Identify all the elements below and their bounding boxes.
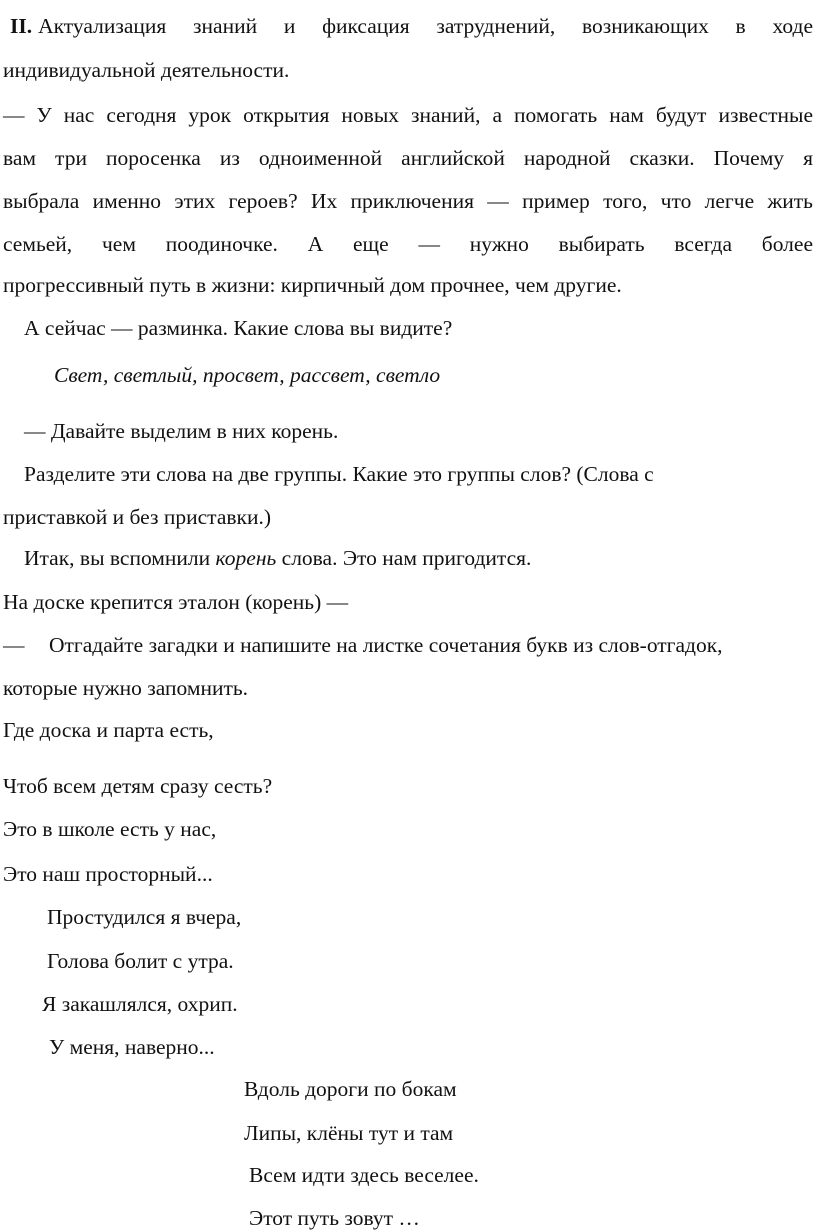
intro-line4: семьей, чем поодиночке. А еще — нужно выбирать всегда более [3,232,813,256]
root-task: — Давайте выделим в них корень. [24,419,339,443]
warmup-question: А сейчас — разминка. Какие слова вы видите? [24,316,453,340]
riddle-task-line2: которые нужно запомнить. [3,676,249,700]
section-title-line1: Актуализация знаний и фиксация затруднений, возникающих в ходе [38,14,813,38]
intro-line3: выбрала именно этих героев? Их приключения — пример того, что легче жить [3,189,813,213]
section-heading-row [10,13,813,39]
riddle-task-line1: Отгадайте загадки и напишите на листке сочетания букв из слов-отгадок, [49,633,723,657]
riddle3-line1: Вдоль дороги по бокам [244,1077,457,1101]
riddle3-line2: Липы, клёны тут и там [244,1121,454,1145]
riddle-task-dash: — [3,633,25,657]
riddle2-line3: Я закашлялся, охрип. [42,992,238,1016]
intro-line5: прогрессивный путь в жизни: кирпичный дом прочнее, чем другие. [3,273,622,297]
riddle1-line2: Чтоб всем детям сразу сесть? [3,774,273,798]
section-heading [10,13,813,39]
riddle3-line4: Этот путь зовут … [249,1206,420,1230]
group-task-line1: Разделите эти слова на две группы. Какие это группы слов? (Слова с [24,462,654,486]
section-number: II. [10,14,33,38]
riddle1-line4: Это наш просторный... [3,862,213,886]
riddle2-line2: Голова болит с утра. [47,949,234,973]
recall-sentence [24,545,531,571]
intro-line2: вам три поросенка из одноименной английской народной сказки. Почему я [3,146,813,170]
riddle2-line1: Простудился я вчера, [47,905,242,929]
intro-line1: — У нас сегодня урок открытия новых знаний, а помогать нам будут известные [3,103,813,127]
riddle2-line4: У меня, наверно... [49,1035,215,1059]
recall-root-word: корень [215,546,277,570]
recall-after: слова. Это нам пригодится. [276,546,532,570]
warmup-words: Свет, светлый, просвет, рассвет, светло [54,363,441,387]
section-title-line2: индивидуальной деятельности. [3,58,290,82]
board-note: На доске крепится эталон (корень) — [3,590,349,614]
group-task-line2: приставкой и без приставки.) [3,505,271,529]
riddle3-line3: Всем идти здесь веселее. [249,1163,479,1187]
recall-before: Итак, вы вспомнили [24,546,216,570]
riddle1-line1: Где доска и парта есть, [3,718,214,742]
riddle1-line3: Это в школе есть у нас, [3,817,217,841]
